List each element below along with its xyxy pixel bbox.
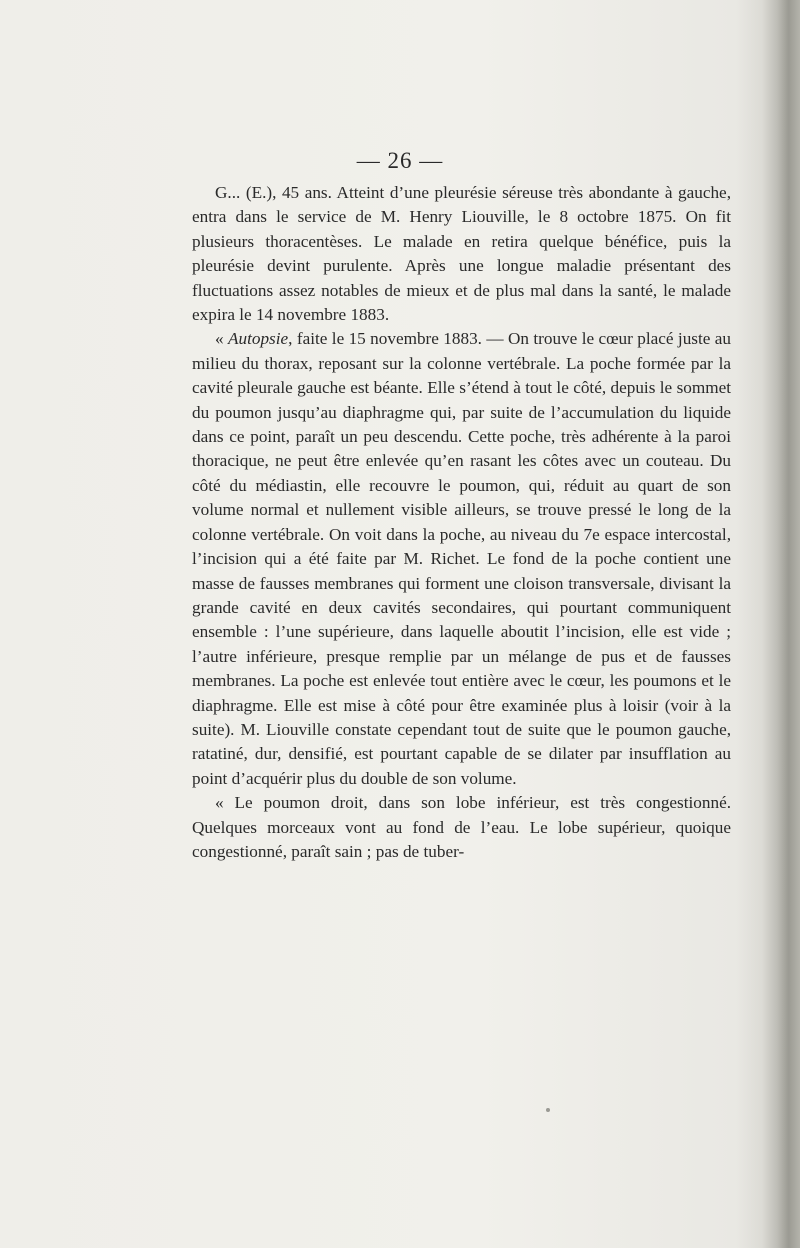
paragraph-autopsy [192, 327, 731, 791]
paragraph-right-lung: « Le poumon droit, dans son lobe inférieur, est très congestionné. Quelques morceaux vont au fond de l’eau. Le lobe supérieur, quoique congestionné, paraît sain ; pas de tuber- [192, 793, 731, 861]
autopsy-heading: Autopsie [228, 329, 289, 349]
open-quote: « [215, 329, 228, 349]
body-text [192, 181, 731, 864]
paragraph-case-history: G... (E.), 45 ans. Atteint d’une pleurésie séreuse très abondante à gauche, entra dans le service de M. Henry Liouville, le 8 octobre 1875. On fit plusieurs thoracentèses. Le malade en retira quelque bénéfice, puis la pleurésie devint purulente. Après une longue maladie présentant des fluctuations assez notables de mieux et de plus mal dans la santé, le malade expira le 14 novembre 1883. [192, 183, 731, 325]
page-binding-shadow [762, 0, 800, 1248]
ink-speck [546, 1108, 550, 1112]
autopsy-text: , faite le 15 novembre 1883. — On trouve le cœur placé juste au milieu du thorax, reposant sur la colonne vertébrale. La poche formée par la cavité pleurale gauche est béante. Elle s’étend à tout le côté, depuis le sommet du poumon jusqu’au diaphragme qui, par suite de l’accumulation du liquide dans ce point, paraît un peu descendu. Cette poche, très adhérente à la paroi thoracique, ne peut être enlevée qu’en rasant les côtes avec un couteau. Du côté du médiastin, elle recouvre le poumon, qui, réduit au quart de son volume normal et nullement visible ailleurs, se trouve pressé le long de la colonne vertébrale. On voit dans la poche, au niveau du 7e espace intercostal, l’incision qui a été faite par M. Richet. Le fond de la poche contient une masse de fausses membranes qui forment une cloison transversale, divisant la grande cavité en deux cavités secondaires, qui pourtant communiquent ensemble : l’une supérieure, dans laquelle aboutit l’incision, elle est vide ; l’autre inférieure, presque remplie par un mélange de pus et de fausses membranes. La poche est enlevée tout entière avec le cœur, les poumons et le diaphragme. Elle est mise à côté pour être examinée plus à loisir (voir à la suite). M. Liouville constate cependant tout de suite que le poumon gauche, ratatiné, dur, densifié, est pourtant capable de se dilater par insufflation au point d’acquérir plus du double de son volume. [192, 329, 731, 788]
page-number: — 26 — [356, 148, 444, 173]
